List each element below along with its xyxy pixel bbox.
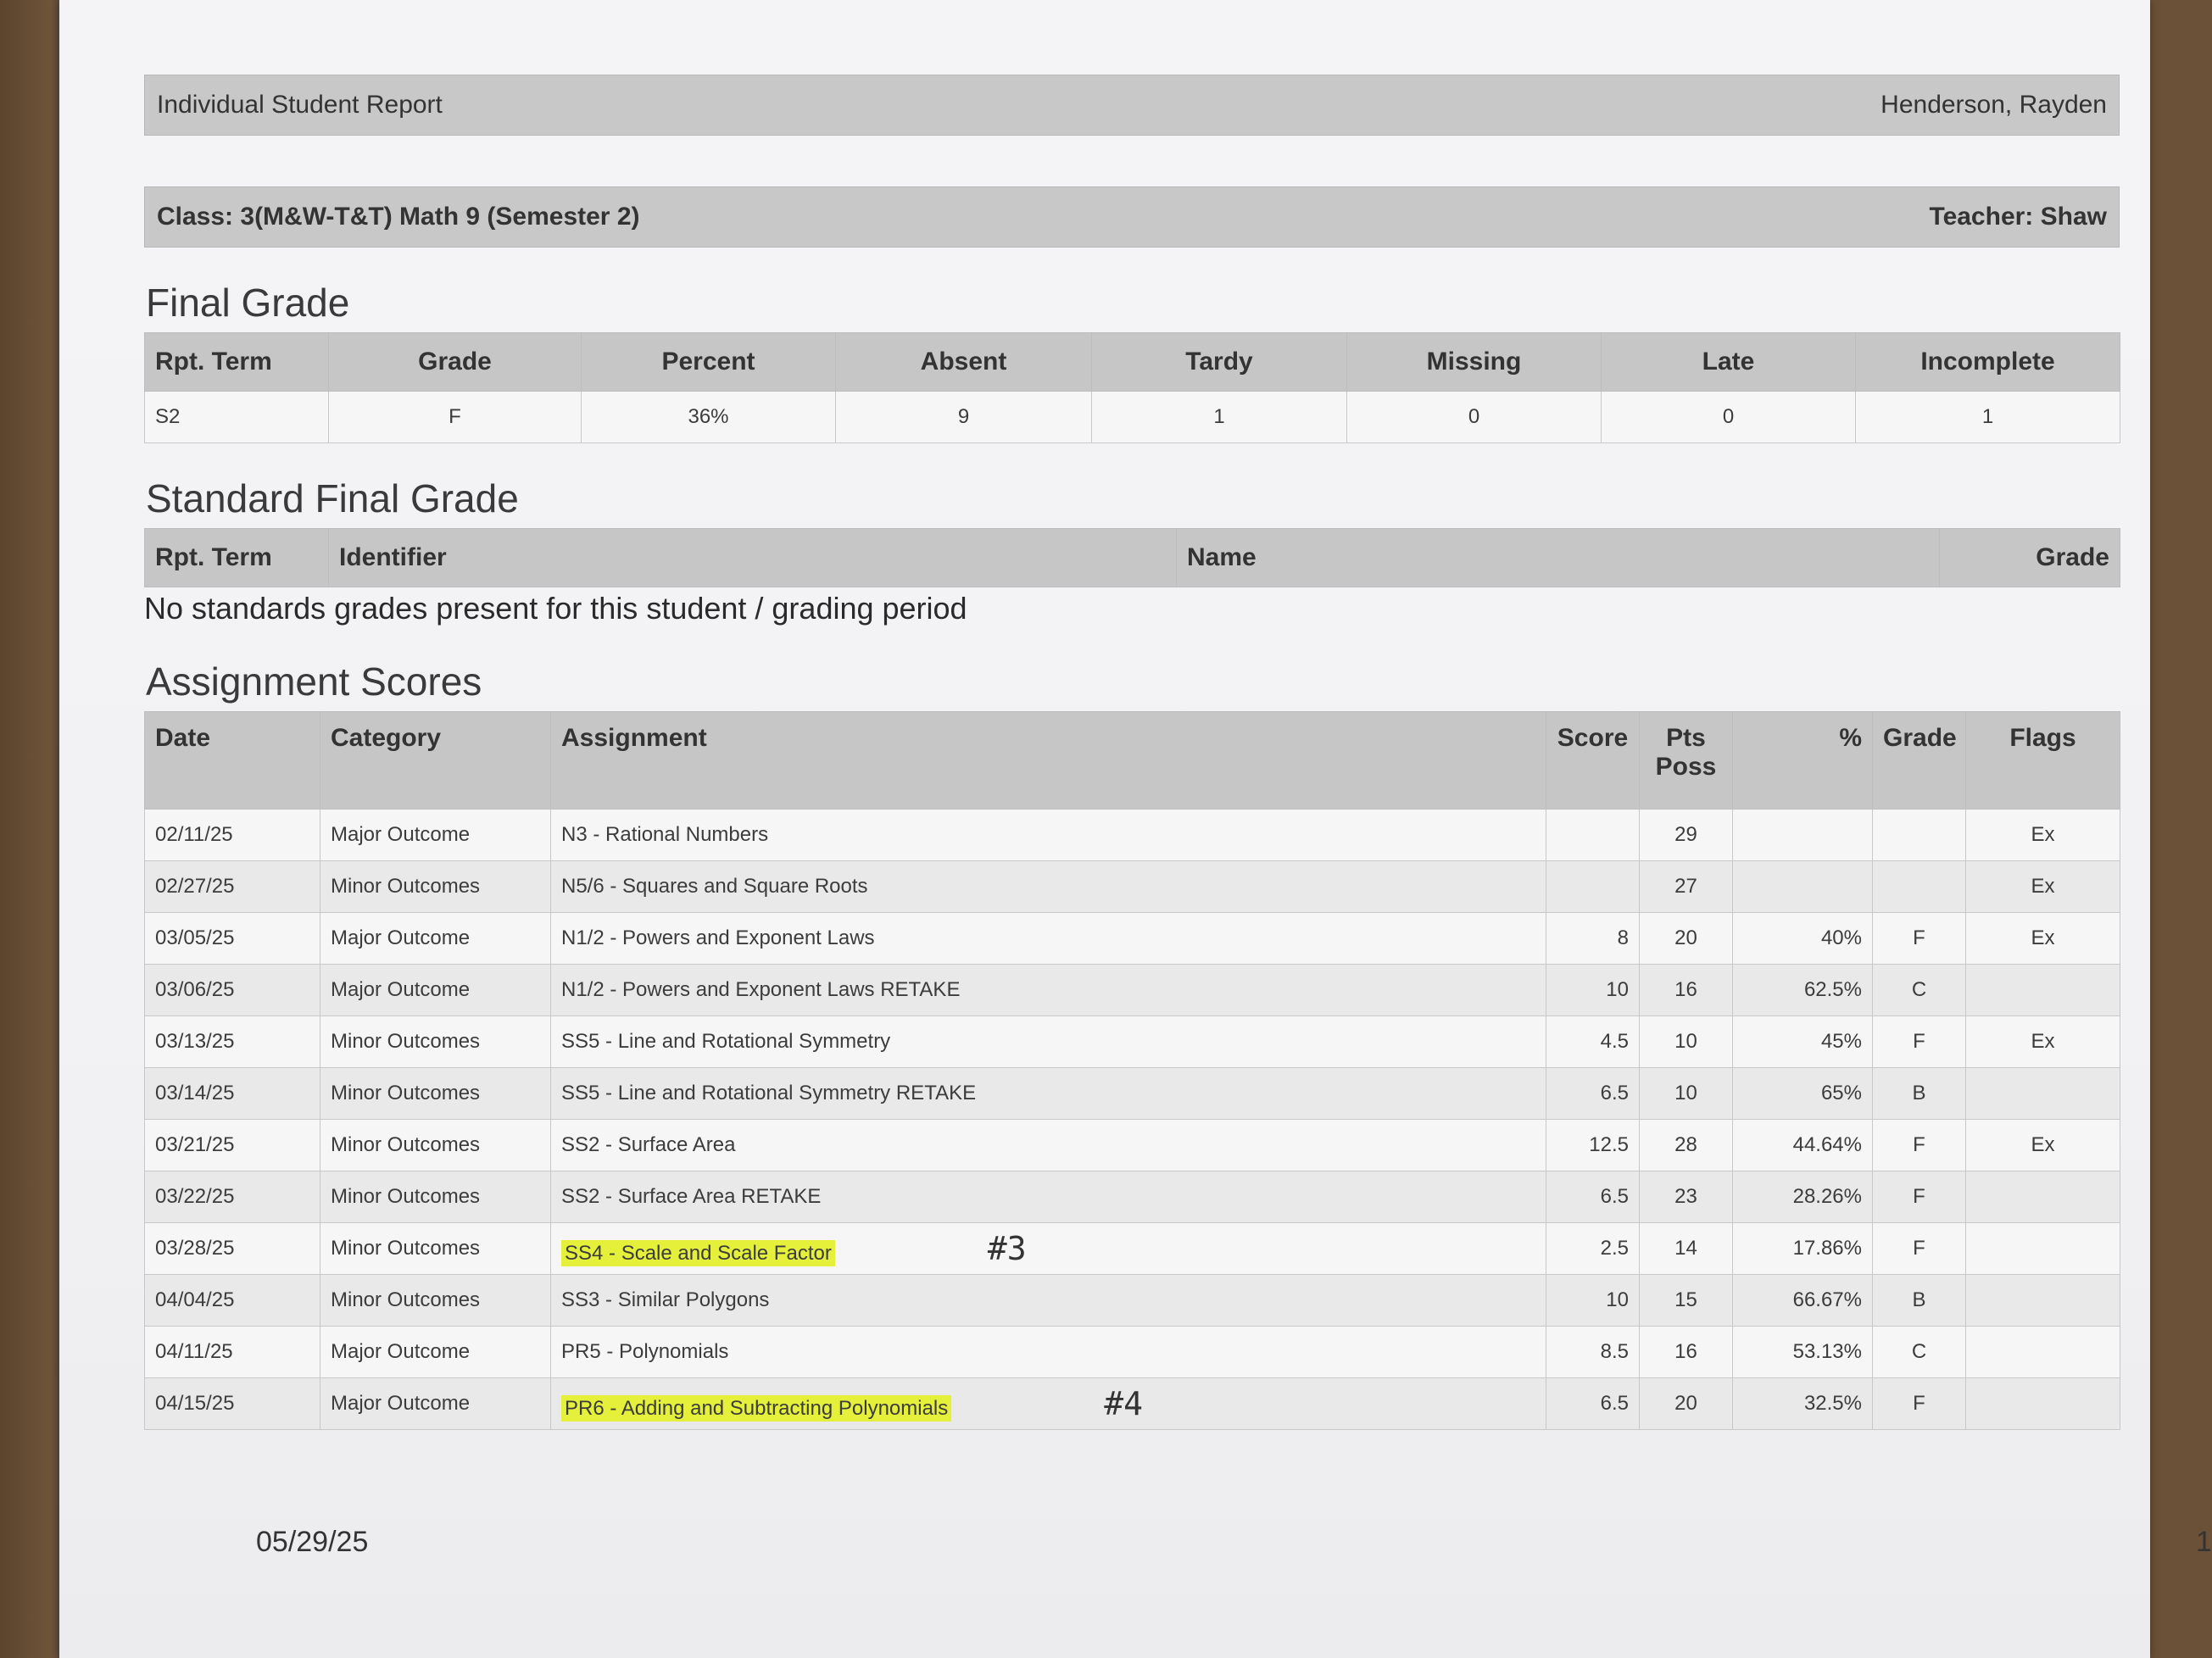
- assignment-name: N5/6 - Squares and Square Roots: [561, 875, 868, 898]
- as-score: [1546, 861, 1640, 913]
- fg-absent: 9: [836, 392, 1092, 443]
- assignment-name: SS2 - Surface Area: [561, 1133, 736, 1156]
- report-header-bar: [144, 75, 2120, 136]
- fg-rpt-term: S2: [145, 392, 329, 443]
- as-assignment: [551, 1275, 1546, 1327]
- as-category: Major Outcome: [320, 965, 551, 1016]
- as-percent: 45%: [1733, 1016, 1873, 1068]
- as-header-grade: Grade: [1873, 712, 1966, 810]
- assignment-row: [145, 913, 2120, 965]
- as-flags: Ex: [1966, 913, 2120, 965]
- as-assignment: [551, 1327, 1546, 1378]
- as-percent: [1733, 810, 1873, 861]
- final-grade-title: Final Grade: [146, 281, 350, 325]
- assignment-scores-table: [144, 711, 2120, 1430]
- as-date: 03/06/25: [145, 965, 320, 1016]
- as-category: Major Outcome: [320, 913, 551, 965]
- class-info-bar: [144, 186, 2120, 248]
- as-pts-poss: 14: [1640, 1223, 1733, 1275]
- fg-late: 0: [1602, 392, 1856, 443]
- assignment-name: SS5 - Line and Rotational Symmetry: [561, 1030, 891, 1053]
- as-assignment: [551, 913, 1546, 965]
- std-header-name: Name: [1177, 529, 1940, 587]
- as-pts-poss: 20: [1640, 1378, 1733, 1430]
- as-category: Minor Outcomes: [320, 1171, 551, 1223]
- fg-header-percent: Percent: [582, 333, 836, 392]
- fg-grade: F: [329, 392, 582, 443]
- as-grade: C: [1873, 1327, 1966, 1378]
- as-flags: [1966, 1378, 2120, 1430]
- as-flags: Ex: [1966, 861, 2120, 913]
- standard-final-grade-title: Standard Final Grade: [146, 476, 519, 520]
- as-assignment: [551, 1378, 1546, 1430]
- assignment-row: [145, 1171, 2120, 1223]
- as-percent: 32.5%: [1733, 1378, 1873, 1430]
- as-category: Minor Outcomes: [320, 1068, 551, 1120]
- assignment-scores-title: Assignment Scores: [146, 659, 482, 704]
- as-date: 03/05/25: [145, 913, 320, 965]
- class-label: Class: 3(M&W-T&T) Math 9 (Semester 2): [157, 203, 640, 231]
- assignment-row: [145, 861, 2120, 913]
- assignment-row: [145, 1016, 2120, 1068]
- assignment-row: [145, 965, 2120, 1016]
- as-score: 10: [1546, 1275, 1640, 1327]
- as-header-category: Category: [320, 712, 551, 810]
- as-pts-poss: 16: [1640, 965, 1733, 1016]
- as-category: Minor Outcomes: [320, 1223, 551, 1275]
- as-header-assignment: Assignment: [551, 712, 1546, 810]
- as-header-flags: Flags: [1966, 712, 2120, 810]
- assignment-name: SS5 - Line and Rotational Symmetry RETAKE: [561, 1082, 977, 1104]
- assignment-header-row: [145, 712, 2120, 810]
- as-score: [1546, 810, 1640, 861]
- standard-grade-header-row: [145, 529, 2120, 587]
- as-category: Major Outcome: [320, 810, 551, 861]
- assignment-row: [145, 1327, 2120, 1378]
- fg-header-tardy: Tardy: [1092, 333, 1347, 392]
- assignment-row: [145, 1378, 2120, 1430]
- as-grade: F: [1873, 1120, 1966, 1171]
- as-date: 03/28/25: [145, 1223, 320, 1275]
- fg-header-absent: Absent: [836, 333, 1092, 392]
- as-date: 03/21/25: [145, 1120, 320, 1171]
- as-score: 6.5: [1546, 1171, 1640, 1223]
- as-percent: 17.86%: [1733, 1223, 1873, 1275]
- final-grade-header-row: [145, 333, 2120, 392]
- as-pts-poss: 29: [1640, 810, 1733, 861]
- std-header-rpt-term: Rpt. Term: [145, 529, 329, 587]
- as-category: Minor Outcomes: [320, 1016, 551, 1068]
- as-flags: [1966, 1327, 2120, 1378]
- as-date: 03/14/25: [145, 1068, 320, 1120]
- report-title: Individual Student Report: [157, 91, 443, 119]
- as-flags: [1966, 965, 2120, 1016]
- as-score: 8: [1546, 913, 1640, 965]
- as-flags: [1966, 1223, 2120, 1275]
- as-date: 02/11/25: [145, 810, 320, 861]
- as-pts-poss: 27: [1640, 861, 1733, 913]
- as-flags: Ex: [1966, 810, 2120, 861]
- assignment-name: N1/2 - Powers and Exponent Laws: [561, 926, 875, 949]
- as-header-percent: %: [1733, 712, 1873, 810]
- assignment-name: SS4 - Scale and Scale Factor: [561, 1240, 835, 1266]
- report-content: [144, 75, 2120, 1430]
- as-category: Minor Outcomes: [320, 1275, 551, 1327]
- assignment-name: SS3 - Similar Polygons: [561, 1288, 770, 1311]
- assignment-row: [145, 810, 2120, 861]
- as-assignment: [551, 810, 1546, 861]
- assignment-name: PR6 - Adding and Subtracting Polynomials: [561, 1395, 951, 1422]
- fg-missing: 0: [1347, 392, 1602, 443]
- as-grade: B: [1873, 1275, 1966, 1327]
- as-pts-poss: 10: [1640, 1068, 1733, 1120]
- as-grade: F: [1873, 1223, 1966, 1275]
- as-pts-poss: 15: [1640, 1275, 1733, 1327]
- assignment-name: N1/2 - Powers and Exponent Laws RETAKE: [561, 978, 961, 1001]
- as-header-pts-poss: Pts Poss: [1640, 712, 1733, 810]
- as-date: 03/13/25: [145, 1016, 320, 1068]
- fg-header-missing: Missing: [1347, 333, 1602, 392]
- fg-percent: 36%: [582, 392, 836, 443]
- as-grade: B: [1873, 1068, 1966, 1120]
- fg-header-incomplete: Incomplete: [1856, 333, 2120, 392]
- student-name: Henderson, Rayden: [1880, 91, 2107, 119]
- as-date: 04/04/25: [145, 1275, 320, 1327]
- as-score: 4.5: [1546, 1016, 1640, 1068]
- no-standards-message: No standards grades present for this student / grading period: [144, 591, 967, 626]
- as-flags: [1966, 1275, 2120, 1327]
- assignment-name: PR5 - Polynomials: [561, 1340, 729, 1363]
- as-grade: C: [1873, 965, 1966, 1016]
- as-score: 10: [1546, 965, 1640, 1016]
- as-assignment: [551, 1171, 1546, 1223]
- as-percent: 62.5%: [1733, 965, 1873, 1016]
- as-assignment: [551, 1016, 1546, 1068]
- as-pts-poss: 23: [1640, 1171, 1733, 1223]
- as-percent: 65%: [1733, 1068, 1873, 1120]
- as-category: Major Outcome: [320, 1327, 551, 1378]
- as-flags: [1966, 1068, 2120, 1120]
- as-flags: Ex: [1966, 1120, 2120, 1171]
- as-category: Minor Outcomes: [320, 1120, 551, 1171]
- as-flags: Ex: [1966, 1016, 2120, 1068]
- assignment-row: [145, 1068, 2120, 1120]
- handwritten-note: #4: [1104, 1385, 1144, 1422]
- as-pts-poss: 28: [1640, 1120, 1733, 1171]
- as-header-score: Score: [1546, 712, 1640, 810]
- as-date: 04/15/25: [145, 1378, 320, 1430]
- as-category: Major Outcome: [320, 1378, 551, 1430]
- as-pts-poss: 16: [1640, 1327, 1733, 1378]
- report-paper: [59, 0, 2212, 1658]
- as-percent: 40%: [1733, 913, 1873, 965]
- as-pts-poss: 10: [1640, 1016, 1733, 1068]
- assignment-rows: [145, 810, 2120, 1430]
- fg-incomplete: 1: [1856, 392, 2120, 443]
- as-date: 04/11/25: [145, 1327, 320, 1378]
- as-grade: F: [1873, 913, 1966, 965]
- as-grade: F: [1873, 1016, 1966, 1068]
- page-number: 1: [2196, 1526, 2212, 1558]
- as-percent: 44.64%: [1733, 1120, 1873, 1171]
- standard-grade-table: [144, 528, 2120, 587]
- as-score: 2.5: [1546, 1223, 1640, 1275]
- as-header-date: Date: [145, 712, 320, 810]
- fg-header-rpt-term: Rpt. Term: [145, 333, 329, 392]
- final-grade-row: [145, 392, 2120, 443]
- as-assignment: [551, 1223, 1546, 1275]
- assignment-name: SS2 - Surface Area RETAKE: [561, 1185, 822, 1208]
- std-header-identifier: Identifier: [329, 529, 1177, 587]
- as-date: 03/22/25: [145, 1171, 320, 1223]
- as-category: Minor Outcomes: [320, 861, 551, 913]
- as-percent: 53.13%: [1733, 1327, 1873, 1378]
- std-header-grade: Grade: [1940, 529, 2120, 587]
- footer-date: 05/29/25: [256, 1526, 369, 1558]
- as-percent: 28.26%: [1733, 1171, 1873, 1223]
- as-grade: F: [1873, 1378, 1966, 1430]
- assignment-row: [145, 1120, 2120, 1171]
- final-grade-table: [144, 332, 2120, 443]
- assignment-row: [145, 1223, 2120, 1275]
- as-score: 8.5: [1546, 1327, 1640, 1378]
- fg-header-grade: Grade: [329, 333, 582, 392]
- fg-header-late: Late: [1602, 333, 1856, 392]
- as-score: 6.5: [1546, 1068, 1640, 1120]
- as-grade: [1873, 861, 1966, 913]
- as-grade: F: [1873, 1171, 1966, 1223]
- assignment-row: [145, 1275, 2120, 1327]
- assignment-name: N3 - Rational Numbers: [561, 823, 769, 846]
- teacher-label: Teacher: Shaw: [1929, 203, 2107, 231]
- as-grade: [1873, 810, 1966, 861]
- as-score: 12.5: [1546, 1120, 1640, 1171]
- as-score: 6.5: [1546, 1378, 1640, 1430]
- as-percent: 66.67%: [1733, 1275, 1873, 1327]
- handwritten-note: #3: [987, 1230, 1027, 1267]
- as-percent: [1733, 861, 1873, 913]
- as-assignment: [551, 1120, 1546, 1171]
- as-assignment: [551, 965, 1546, 1016]
- as-assignment: [551, 1068, 1546, 1120]
- fg-tardy: 1: [1092, 392, 1347, 443]
- as-flags: [1966, 1171, 2120, 1223]
- as-assignment: [551, 861, 1546, 913]
- as-date: 02/27/25: [145, 861, 320, 913]
- as-pts-poss: 20: [1640, 913, 1733, 965]
